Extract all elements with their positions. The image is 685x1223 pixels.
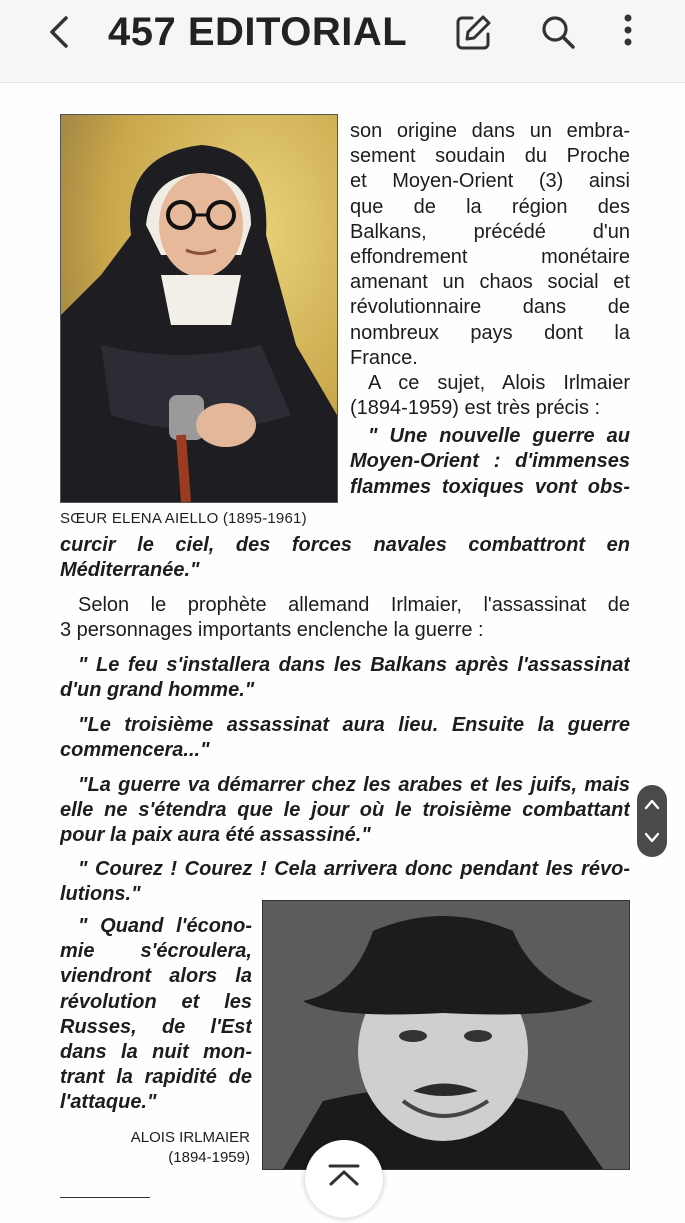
text-line: dans la nuit mon- <box>60 1040 252 1063</box>
text-line: Méditerranée." <box>60 559 200 582</box>
photo-soeur-elena-aiello <box>60 114 338 503</box>
quote-third-assassination <box>60 713 630 763</box>
text-line: l'attaque." <box>60 1091 157 1114</box>
quote-new-war <box>350 424 630 500</box>
text-line: " Le feu s'installera dans les Balkans après l'assassinat <box>78 654 630 676</box>
text-line: amenant un chaos social et <box>350 271 630 294</box>
text-line: trant la rapidité de <box>60 1066 252 1089</box>
text-line: elle ne s'étendra que le jour où le troisième combattant <box>60 799 630 822</box>
text-line: mie s'écroulera, <box>60 940 252 963</box>
paragraph-intro <box>350 119 630 371</box>
text-line: flammes toxiques vont obs- <box>350 475 630 498</box>
text-line: 3 personnages importants enclenche la guerre : <box>60 619 484 642</box>
caption-alois-irlmaier <box>60 1128 250 1168</box>
text-line: France. <box>350 346 418 369</box>
text-line: sement soudain du Proche <box>350 145 630 168</box>
caption-name: ALOIS IRLMAIER <box>130 1129 250 1146</box>
text-line: " Quand l'écono- <box>78 915 252 937</box>
search-button[interactable] <box>536 10 580 54</box>
chevron-left-icon <box>38 10 82 54</box>
text-line: révolutionnaire dans de <box>350 296 630 319</box>
text-line: (1894-1959) est très précis : <box>350 397 601 420</box>
article-page <box>0 82 685 1200</box>
paragraph-three-assassinations <box>60 593 630 643</box>
chevron-up-icon <box>637 787 667 821</box>
text-line: "Le troisième assassinat aura lieu. Ensuite la guerre <box>78 714 630 736</box>
quote-new-war-continued <box>60 533 630 583</box>
page-scroll-control <box>637 785 667 857</box>
footnote-divider <box>60 1197 150 1198</box>
right-column-text <box>350 120 630 500</box>
edit-button[interactable] <box>452 10 496 54</box>
scroll-to-top-button[interactable] <box>305 1140 383 1218</box>
caption-dates: (1894-1959) <box>168 1149 250 1166</box>
text-line: nombreux pays dont la <box>350 321 630 344</box>
text-line: Russes, de l'Est <box>60 1015 252 1038</box>
text-line: " Courez ! Courez ! Cela arrivera donc pendant les révo- <box>78 858 630 880</box>
text-line: A ce sujet, Alois Irlmaier <box>368 371 630 394</box>
text-line: que de la région des <box>350 195 630 218</box>
text-line: viendront alors la <box>60 965 252 988</box>
text-line: son origine dans un embra- <box>350 120 630 142</box>
search-icon <box>536 10 580 54</box>
top-app-bar <box>0 0 685 83</box>
text-line: d'un grand homme." <box>60 679 255 702</box>
scroll-up-button[interactable] <box>637 787 667 821</box>
edit-icon <box>452 10 496 54</box>
more-options-button[interactable] <box>606 10 650 54</box>
text-line: pour la paix aura été assassiné." <box>60 824 371 847</box>
scroll-to-top-icon <box>305 1140 383 1218</box>
paragraph-irlmaier-intro <box>350 371 630 421</box>
text-line: révolution et les <box>60 990 252 1013</box>
text-line: commencera..." <box>60 739 210 762</box>
scroll-down-button[interactable] <box>637 821 667 855</box>
text-line: "La guerre va démarrer chez les arabes et les juifs, mais <box>78 774 630 796</box>
text-line: lutions." <box>60 883 141 906</box>
text-line: curcir le ciel, des forces navales combattront en <box>60 534 630 556</box>
text-line: Moyen-Orient : d'immenses <box>350 450 630 473</box>
text-line: et Moyen-Orient (3) ainsi <box>350 170 630 193</box>
photo-alois-irlmaier <box>262 900 630 1170</box>
back-button[interactable] <box>38 10 82 54</box>
page-title: 457 EDITORIAL <box>108 10 408 54</box>
text-line: Balkans, précédé d'un <box>350 220 630 243</box>
text-line: Selon le prophète allemand Irlmaier, l'assassinat de <box>78 594 630 616</box>
more-vertical-icon <box>606 10 650 54</box>
caption-soeur-elena: SŒUR ELENA AIELLO (1895-1961) <box>60 510 307 527</box>
quote-economy-collapse <box>60 914 252 1116</box>
text-line: effondrement monétaire <box>350 245 630 268</box>
quote-balkans <box>60 653 630 703</box>
chevron-down-icon <box>637 821 667 855</box>
quote-war-start <box>60 773 630 849</box>
text-line: " Une nouvelle guerre au <box>368 425 630 448</box>
